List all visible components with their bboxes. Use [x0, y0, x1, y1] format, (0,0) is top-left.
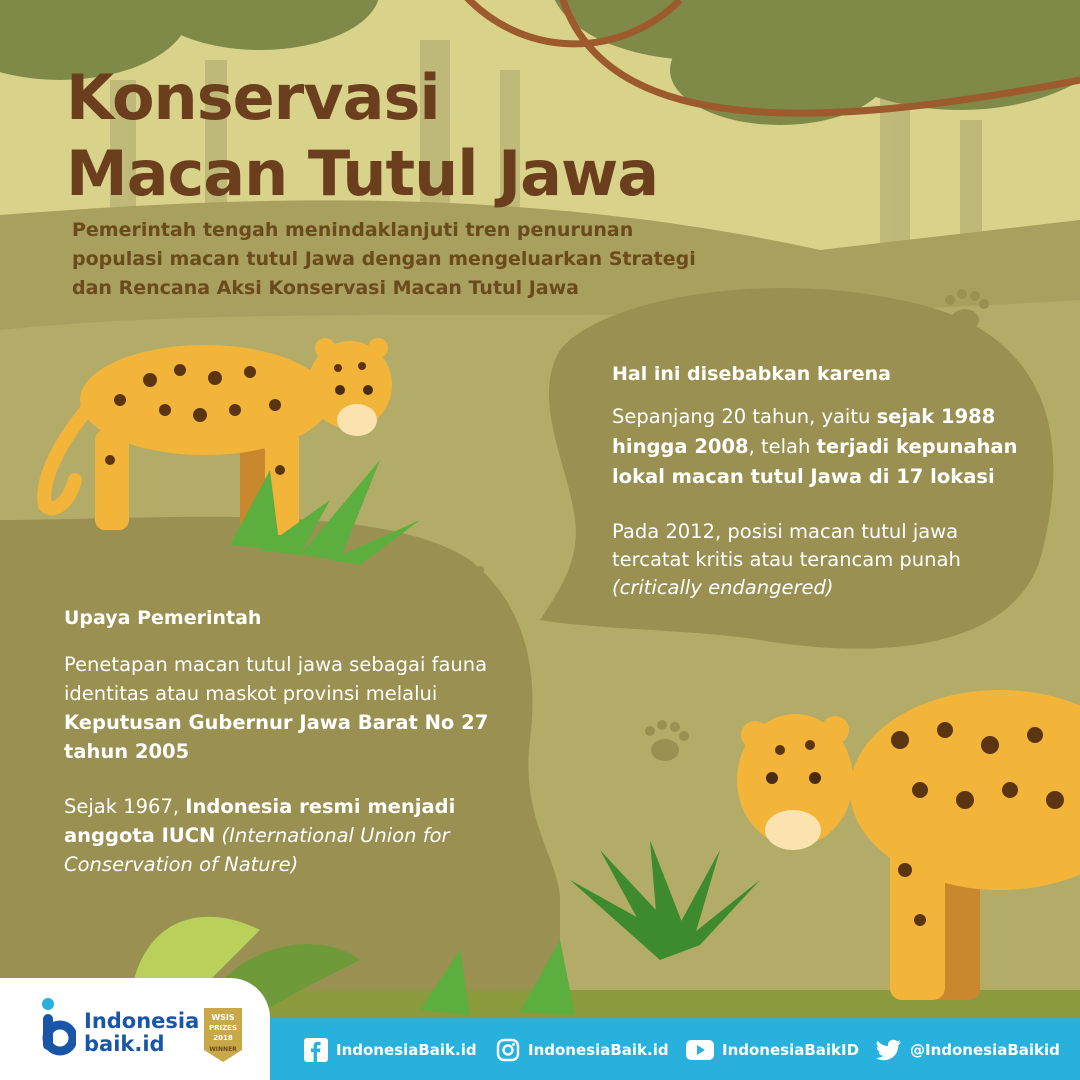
title-line-1: Konservasi [66, 61, 440, 134]
award-line-4: WINNER [209, 1046, 237, 1053]
facebook-icon [304, 1038, 328, 1062]
youtube-link[interactable] [686, 1038, 859, 1062]
cause-p1-text-2: , telah [748, 435, 817, 458]
brand-line-1: Indonesia [84, 1009, 200, 1033]
effort-heading: Upaya Pemerintah [64, 607, 262, 629]
effort-paragraph-1 [64, 650, 524, 766]
effort-p1-text-1: Penetapan macan tutul jawa sebagai fauna identitas atau maskot provinsi melalui [64, 653, 488, 705]
cause-heading: Hal ini disebabkan karena [612, 363, 892, 385]
cause-p2-text-1: Pada 2012, posisi macan tutul jawa tercatat kritis atau terancam punah [612, 520, 961, 571]
instagram-icon [496, 1038, 520, 1062]
brand-name[interactable] [84, 1010, 199, 1056]
cause-paragraph-2 [612, 518, 1032, 602]
award-line-3: 2018 [213, 1034, 233, 1042]
award-line-2: PRIZES [208, 1024, 238, 1032]
effort-p1-bold-1: Keputusan Gubernur Jawa Barat No 27 tahun 2005 [64, 711, 489, 763]
effort-p2-text-1: Sejak 1967, [64, 795, 186, 818]
page-title [66, 60, 706, 212]
instagram-link[interactable] [496, 1038, 669, 1062]
facebook-link[interactable] [304, 1038, 477, 1062]
cause-p1-text-1: Sepanjang 20 tahun, yaitu [612, 405, 877, 428]
twitter-icon [876, 1039, 902, 1061]
title-line-2: Macan Tutul Jawa [66, 137, 659, 210]
effort-p2-italic-1: (International Union for Conservation of Nature) [64, 824, 450, 876]
twitter-link[interactable] [876, 1038, 1060, 1062]
indonesiabaik-logo-icon [40, 998, 76, 1058]
award-line-1: WSIS [211, 1013, 235, 1022]
facebook-handle: IndonesiaBaik.id [336, 1041, 477, 1059]
brand-line-2: baik.id [84, 1032, 165, 1056]
youtube-handle: IndonesiaBaikID [722, 1041, 860, 1059]
youtube-icon [686, 1040, 714, 1060]
award-badge-icon [198, 1004, 248, 1066]
instagram-handle: IndonesiaBaik.id [528, 1041, 669, 1059]
intro-text: Pemerintah tengah menindaklanjuti tren penurunan populasi macan tutul Jawa dengan mengeluarkan Strategi dan Rencana Aksi Konservasi Macan Tutul Jawa [72, 219, 696, 299]
cause-paragraph-1 [612, 402, 1032, 492]
cause-p1-bold-1: sejak 1988 hingga 2008 [612, 405, 996, 458]
twitter-handle: @IndonesiaBaikid [910, 1041, 1060, 1059]
effort-p2-bold-1: Indonesia resmi menjadi anggota IUCN [64, 795, 456, 847]
cause-p2-italic-1: (critically endangered) [612, 576, 834, 599]
cause-p1-bold-2: terjadi kepunahan lokal macan tutul Jawa di 17 lokasi [612, 435, 1018, 488]
effort-paragraph-2 [64, 792, 524, 879]
